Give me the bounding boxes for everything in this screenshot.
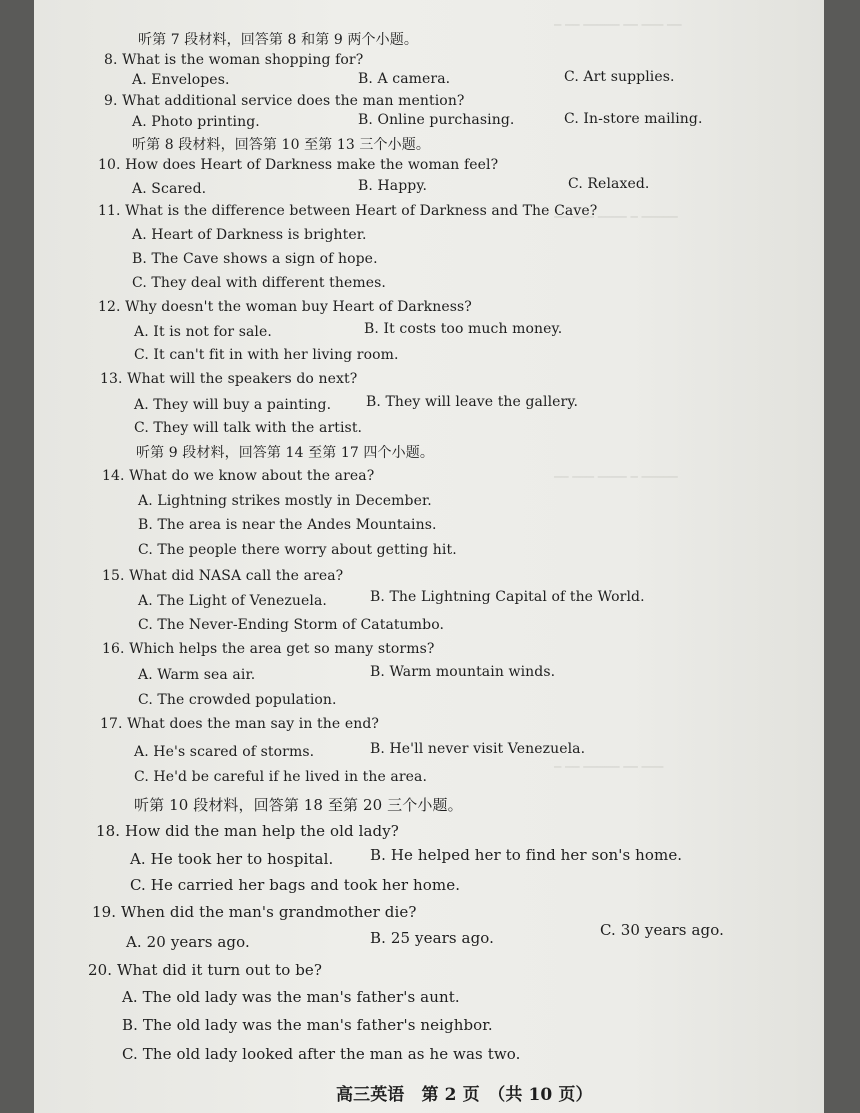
bleed-through: ── ─── ──── ─ ───── xyxy=(554,210,678,224)
question-9-option-c: C. In-store mailing. xyxy=(564,111,703,127)
question-8-option-c: C. Art supplies. xyxy=(564,69,675,85)
question-13-stem: 13. What will the speakers do next? xyxy=(100,371,358,387)
question-18-option-b: B. He helped her to find her son's home. xyxy=(370,846,683,864)
question-8-option-b: B. A camera. xyxy=(358,71,451,87)
question-19-option-b: B. 25 years ago. xyxy=(370,929,495,947)
question-16-option-b: B. Warm mountain winds. xyxy=(370,664,556,680)
question-10-option-b: B. Happy. xyxy=(358,178,428,194)
question-10-option-c: C. Relaxed. xyxy=(568,176,650,192)
question-15-stem: 15. What did NASA call the area? xyxy=(102,568,344,584)
question-9-stem: 9. What additional service does the man mention? xyxy=(104,93,465,109)
page-footer: 高三英语 第 2 页 （共 10 页） xyxy=(336,1085,593,1105)
question-11-option-b: B. The Cave shows a sign of hope. xyxy=(132,251,378,267)
question-20-option-a: A. The old lady was the man's father's aunt. xyxy=(122,988,460,1006)
question-16-option-c: C. The crowded population. xyxy=(138,692,337,708)
question-14-stem: 14. What do we know about the area? xyxy=(102,468,375,484)
question-14-option-b: B. The area is near the Andes Mountains. xyxy=(138,517,437,533)
question-14-option-c: C. The people there worry about getting hit. xyxy=(138,542,457,558)
question-9-option-a: A. Photo printing. xyxy=(132,114,260,130)
question-20-option-b: B. The old lady was the man's father's neighbor. xyxy=(122,1016,493,1034)
question-13-option-a: A. They will buy a painting. xyxy=(134,397,332,413)
question-16-stem: 16. Which helps the area get so many storms? xyxy=(102,641,435,657)
question-11-option-a: A. Heart of Darkness is brighter. xyxy=(132,227,367,243)
question-20-option-c: C. The old lady looked after the man as he was two. xyxy=(122,1045,521,1063)
question-18-option-c: C. He carried her bags and took her home. xyxy=(130,876,461,894)
question-15-option-c: C. The Never-Ending Storm of Catatumbo. xyxy=(138,617,445,633)
question-8-option-a: A. Envelopes. xyxy=(132,72,230,88)
section-instruction-10: 听第 10 段材料，回答第 18 至第 20 三个小题。 xyxy=(134,796,463,814)
question-12-option-a: A. It is not for sale. xyxy=(134,324,272,340)
question-20-stem: 20. What did it turn out to be? xyxy=(88,961,323,979)
question-19-stem: 19. When did the man's grandmother die? xyxy=(92,903,417,921)
question-17-option-a: A. He's scared of storms. xyxy=(134,744,315,760)
question-11-option-c: C. They deal with different themes. xyxy=(132,275,386,291)
question-14-option-a: A. Lightning strikes mostly in December. xyxy=(138,493,432,509)
question-17-option-c: C. He'd be careful if he lived in the area. xyxy=(134,769,428,785)
question-15-option-b: B. The Lightning Capital of the World. xyxy=(370,589,645,605)
section-instruction-8: 听第 8 段材料，回答第 10 至第 13 三个小题。 xyxy=(132,137,430,153)
question-11-stem: 11. What is the difference between Heart of Darkness and The Cave? xyxy=(98,203,598,219)
question-17-option-b: B. He'll never visit Venezuela. xyxy=(370,741,586,757)
question-8-stem: 8. What is the woman shopping for? xyxy=(104,52,364,68)
question-19-option-a: A. 20 years ago. xyxy=(126,933,250,951)
question-12-option-c: C. It can't fit in with her living room. xyxy=(134,347,399,363)
question-9-option-b: B. Online purchasing. xyxy=(358,112,515,128)
exam-page xyxy=(34,0,824,1113)
question-18-stem: 18. How did the man help the old lady? xyxy=(96,822,399,840)
question-18-option-a: A. He took her to hospital. xyxy=(130,850,334,868)
question-12-stem: 12. Why doesn't the woman buy Heart of Darkness? xyxy=(98,299,472,315)
bleed-through: ─ ── ───── ── ─── xyxy=(554,760,664,774)
question-13-option-b: B. They will leave the gallery. xyxy=(366,394,579,410)
question-17-stem: 17. What does the man say in the end? xyxy=(100,716,380,732)
section-instruction-7: 听第 7 段材料，回答第 8 和第 9 两个小题。 xyxy=(138,32,418,48)
question-13-option-c: C. They will talk with the artist. xyxy=(134,420,363,436)
question-10-stem: 10. How does Heart of Darkness make the woman feel? xyxy=(98,157,499,173)
question-12-option-b: B. It costs too much money. xyxy=(364,321,563,337)
question-15-option-a: A. The Light of Venezuela. xyxy=(138,593,327,609)
question-16-option-a: A. Warm sea air. xyxy=(138,667,256,683)
question-19-option-c: C. 30 years ago. xyxy=(600,921,724,939)
bleed-through: ── ─── ──── ─ ───── xyxy=(554,470,678,484)
question-10-option-a: A. Scared. xyxy=(132,181,207,197)
section-instruction-9: 听第 9 段材料，回答第 14 至第 17 四个小题。 xyxy=(136,445,434,461)
bleed-through: ─ ── ───── ── ─── ── xyxy=(554,18,682,32)
